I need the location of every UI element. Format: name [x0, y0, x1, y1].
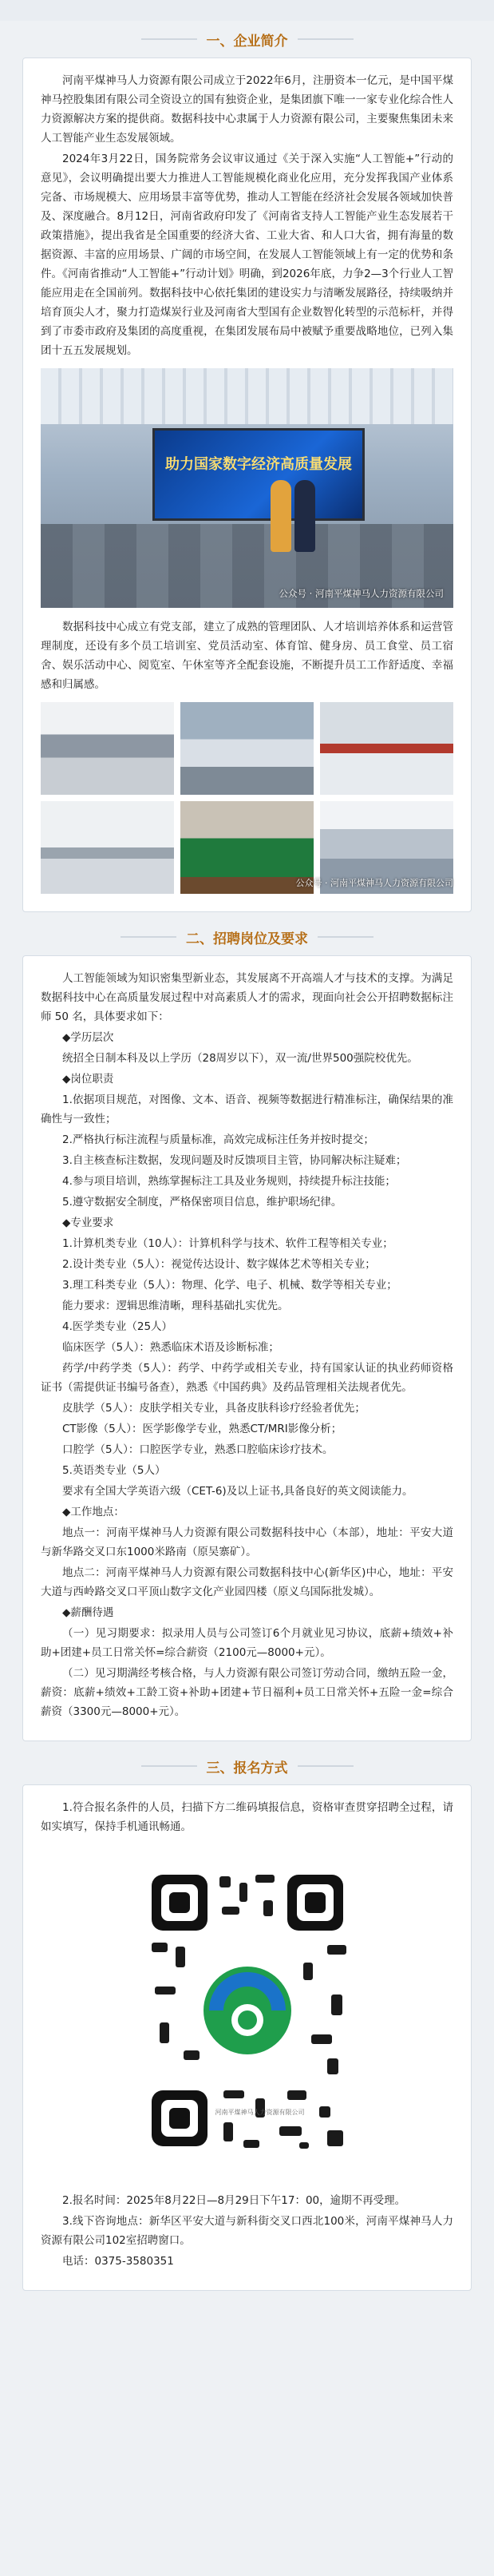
requirement-line: ◆专业要求: [62, 1217, 114, 1229]
requirement-line: 4.参与项目培训，熟练掌握标注工具及业务规则，持续提升标注技能；: [62, 1175, 396, 1188]
requirement-line: CT影像（5人）：医学影像学专业，熟悉CT/MRI影像分析；: [62, 1423, 342, 1435]
requirement-line: （一）见习期要求：拟录用人员与公司签订6个月就业见习协议，底薪+绩效+补助+团建+员工日常关怀=综合薪资（2100元—8000+元）。: [41, 1627, 453, 1659]
person: [271, 480, 291, 552]
ceiling-lights: [41, 368, 453, 424]
facility-photo: [295, 801, 453, 894]
office-photo: [41, 368, 453, 608]
qr-caption: 河南平煤神马人力资源有限公司: [215, 2109, 305, 2116]
section-header-apply: [0, 1748, 494, 1784]
qr-code-graphic: [128, 1851, 367, 2186]
display-screen: [152, 428, 365, 521]
paragraph: 3.线下咨询地点：新华区平安大道与新科街交叉口西北100米，河南平煤神马人力资源有限公司102室招聘窗口。: [41, 2215, 453, 2247]
requirement-line: （二）见习期满经考核合格，与人力资源有限公司签订劳动合同，缴纳五险一金，薪资：底薪+绩效+工龄工资+补助+团建+节日福利+员工日常关怀+五险一金=综合薪资（3300元—8000+元）。: [41, 1667, 453, 1718]
person: [294, 480, 315, 552]
requirement-line: 能力要求：逻辑思维清晰，理科基础扎实优先。: [62, 1300, 289, 1312]
divider: [121, 936, 176, 938]
requirement-line: 1.计算机类专业（10人）：计算机科学与技术、软件工程等相关专业；: [62, 1237, 393, 1250]
requirement-line: 2.设计类专业（5人）：视觉传达设计、数字媒体艺术等相关专业；: [62, 1258, 376, 1271]
photo-watermark: 公众号 · 河南平煤神马人力资源有限公司: [279, 588, 444, 599]
facility-photo: [41, 702, 174, 795]
divider: [318, 936, 373, 938]
paragraph: 1.符合报名条件的人员，扫描下方二维码填报信息，资格审查贯穿招聘全过程，请如实填写，保持手机通讯畅通。: [41, 1801, 453, 1833]
paragraph: 数据科技中心成立有党支部，建立了成熟的管理团队、人才培训培养体系和运营管理制度，还设有多个员工培训室、党员活动室、体育馆、健身房、员工食堂、员工宿舍、娱乐活动中心、阅览室、午休室等齐全配套设施，不断提升员工工作舒适度、幸福感和归属感。: [41, 621, 453, 691]
requirement-line: ◆工作地点：: [62, 1506, 124, 1518]
requirement-line: ◆岗位职责: [62, 1073, 114, 1086]
section-title: 三、报名方式: [206, 1760, 288, 1776]
photo-watermark: 公众号 · 河南平煤神马人力资源有限公司: [295, 878, 453, 888]
facility-photo: [180, 702, 314, 795]
divider: [141, 1765, 197, 1767]
requirement-line: 统招全日制本科及以上学历（28周岁以下），双一流/世界500强院校优先。: [62, 1052, 418, 1065]
requirement-line: ◆薪酬待遇: [62, 1606, 114, 1619]
requirement-line: 4.医学类专业（25人）: [62, 1320, 173, 1333]
section-header-recruit: [0, 919, 494, 955]
divider: [298, 1765, 354, 1767]
requirement-line: 5.遵守数据安全制度，严格保密项目信息，维护职场纪律。: [62, 1196, 342, 1209]
requirement-line: 2.严格执行标注流程与质量标准，高效完成标注任务并按时提交；: [62, 1133, 374, 1146]
company-intro-card: [22, 58, 472, 912]
facility-photo-grid: [41, 702, 453, 894]
divider: [298, 38, 354, 40]
requirement-line: 3.自主核查标注数据，发现问题及时反馈项目主管，协同解决标注疑难；: [62, 1154, 407, 1167]
requirement-line: 皮肤学（5人）：皮肤学相关专业，具备皮肤科诊疗经验者优先；: [62, 1402, 366, 1415]
divider: [141, 38, 197, 40]
section-title: 一、企业简介: [206, 33, 288, 50]
screen-text: 助力国家数字经济高质量发展: [165, 456, 352, 473]
section-title: 二、招聘岗位及要求: [186, 931, 308, 947]
requirement-line: ◆学历层次: [62, 1031, 114, 1044]
requirement-line: 1.依据项目规范，对图像、文本、语音、视频等数据进行精准标注，确保结果的准确性与一致性；: [41, 1094, 453, 1125]
paragraph: 河南平煤神马人力资源有限公司成立于2022年6月，注册资本一亿元，是中国平煤神马控股集团有限公司全资设立的国有独资企业，是集团旗下唯一一家专业化综合性人力资源解决方案的提供商。数据科技中心隶属于人力资源有限公司，主要聚焦集团未来人工智能产业生态发展领域。: [41, 74, 453, 145]
top-strip: [0, 0, 494, 21]
facility-photo: [41, 801, 174, 894]
qr-code[interactable]: [128, 1851, 367, 2186]
requirement-line: 地点一：河南平煤神马人力资源有限公司数据科技中心（本部），地址：平安大道与新华路交叉口东1000米路南（原吴寨矿）。: [41, 1526, 453, 1558]
apply-card: [22, 1784, 472, 2291]
section-header-company: [0, 21, 494, 58]
requirement-line: 3.理工科类专业（5人）：物理、化学、电子、机械、数学等相关专业；: [62, 1279, 397, 1292]
paragraph: 2024年3月22日，国务院常务会议审议通过《关于深入实施“人工智能+”行动的意见》，会议明确提出要大力推进人工智能规模化商业化应用，充分发挥我国产业体系完备、市场规模大、应用场景丰富等优势，推动人工智能在经济社会发展各领域加快普及、深度融合。8月12日，河南省政府印发了《河南省支持人工智能产业生态发展若干政策措施》，提出我省是全国重要的经济大省、工业大省、和人口大省，拥有海量的数据资源、丰富的应用场景、广阔的市场空间，在发展人工智能领域上有一定的优势和条件。《河南省推动“人工智能+”行动计划》明确，到2026年底，力争2—3个行业人工智能应用走在全国前列。数据科技中心依托集团的建设实力与清晰发展路径，持续吸纳并培育顶尖人才，聚力打造煤炭行业及河南省大型国有企业数智化转型的示范标杆，并得到了市委市政府及集团的高度重视，在集团发展布局中被赋予重要战略地位，已列入集团十五五发展规划。: [41, 153, 453, 357]
requirement-line: 临床医学（5人）：熟悉临床术语及诊断标准；: [62, 1341, 279, 1354]
facility-photo: [320, 702, 453, 795]
phone-number[interactable]: 电话：0375-3580351: [62, 2255, 174, 2268]
requirement-line: 5.英语类专业（5人）: [62, 1464, 166, 1477]
requirement-line: 地点二：河南平煤神马人力资源有限公司数据科技中心(新华区)中心，地址：平安大道与西岭路交叉口平顶山数字文化产业园四楼（原义乌国际批发城）。: [41, 1566, 453, 1598]
requirement-line: 口腔学（5人）：口腔医学专业，熟悉口腔临床诊疗技术。: [62, 1443, 334, 1456]
paragraph: 人工智能领域为知识密集型新业态，其发展离不开高端人才与技术的支撑。为满足数据科技中心在高质量发展过程中对高素质人才的需求，现面向社会公开招聘数据标注师 50 名，具体要求如下：: [41, 972, 453, 1023]
paragraph: 2.报名时间：2025年8月22日—8月29日下午17：00，逾期不再受理。: [62, 2194, 406, 2207]
requirement-line: 药学/中药学类（5人）：药学、中药学或相关专业，持有国家认证的执业药师资格证书（需提供证书编号备查），熟悉《中国药典》及药品管理相关法规者优先。: [41, 1362, 453, 1394]
requirement-line: 要求有全国大学英语六级（CET-6)及以上证书,具备良好的英文阅读能力。: [62, 1485, 413, 1498]
recruitment-card: [22, 955, 472, 1741]
